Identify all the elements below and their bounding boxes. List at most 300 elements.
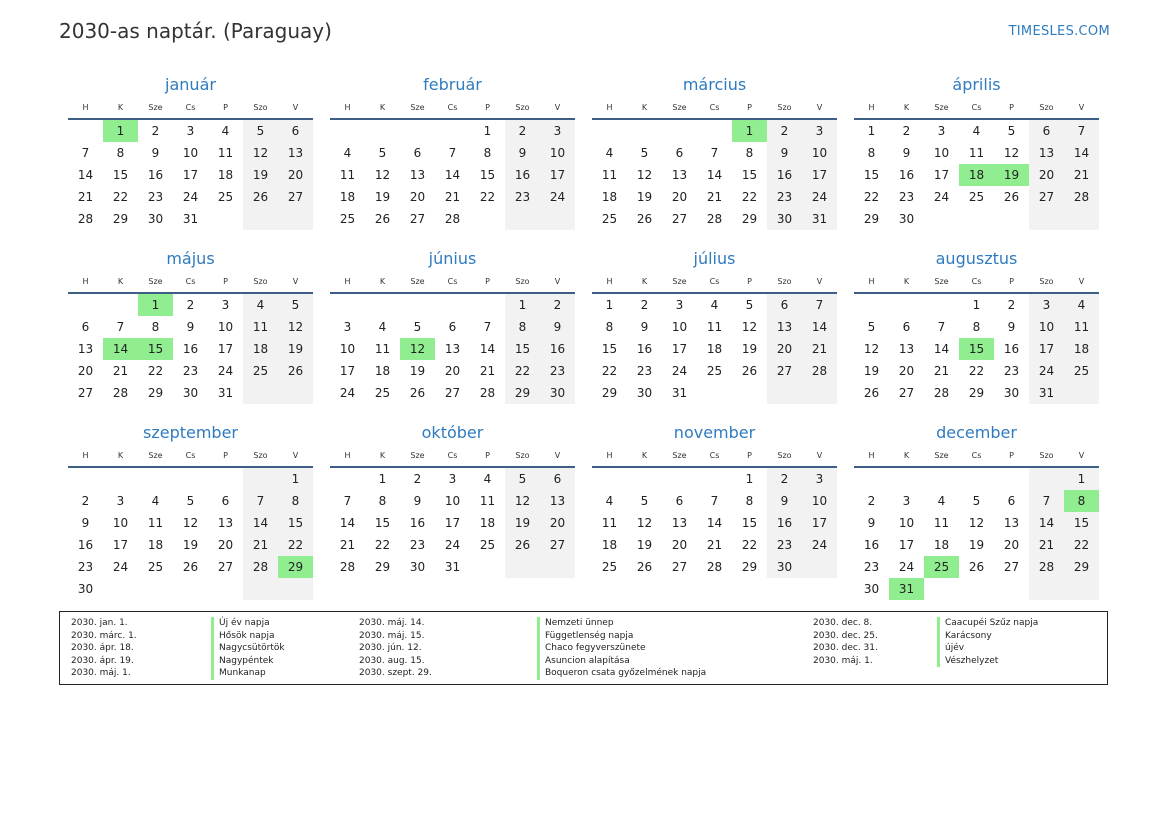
day-cell: 20 xyxy=(278,164,313,186)
day-cell: 19 xyxy=(636,538,653,552)
weekday-label: P xyxy=(747,103,752,112)
day-cell: 24 xyxy=(339,386,356,400)
empty-cell xyxy=(365,294,400,316)
weekday-label: K xyxy=(903,277,910,286)
day-cell: 28 xyxy=(479,386,496,400)
holiday-name: Új év napja xyxy=(211,617,285,630)
day-cell: 10 xyxy=(933,146,950,160)
day-cell: 11 xyxy=(339,168,356,182)
day-cell: 13 xyxy=(898,342,915,356)
weekday-label: K xyxy=(379,451,386,460)
holiday-date: 2030. ápr. 18. xyxy=(71,643,134,654)
day-cell: 29 xyxy=(374,560,391,574)
day-cell: 1 xyxy=(1064,468,1099,490)
day-cell: 5 xyxy=(640,494,649,508)
month-calendar xyxy=(68,246,313,415)
day-cell: 2 xyxy=(413,472,422,486)
day-cell: 14 xyxy=(706,516,723,530)
day-cell: 18 xyxy=(601,538,618,552)
day-cell: 27 xyxy=(409,212,426,226)
empty-cell xyxy=(103,294,138,316)
day-grid xyxy=(854,120,1099,230)
day-cell: 4 xyxy=(605,146,614,160)
day-cell: 31 xyxy=(802,208,837,230)
day-cell: 16 xyxy=(767,512,802,534)
month-name: november xyxy=(673,423,756,442)
day-cell: 3 xyxy=(802,468,837,490)
day-cell: 26 xyxy=(636,212,653,226)
day-cell: 7 xyxy=(243,490,278,512)
day-cell: 16 xyxy=(505,164,540,186)
day-cell: 26 xyxy=(374,212,391,226)
day-cell: 18 xyxy=(1064,338,1099,360)
day-cell: 11 xyxy=(217,146,234,160)
day-cell: 8 xyxy=(116,146,125,160)
day-cell: 24 xyxy=(444,538,461,552)
holiday-name: Függetlenség napja xyxy=(537,630,706,643)
day-cell: 12 xyxy=(636,516,653,530)
empty-cell xyxy=(138,578,173,600)
weekday-label: Cs xyxy=(185,103,196,112)
empty-cell xyxy=(505,208,540,230)
day-cell: 21 xyxy=(706,538,723,552)
month-calendar xyxy=(592,72,837,241)
day-cell: 7 xyxy=(343,494,352,508)
day-cell: 17 xyxy=(898,538,915,552)
weekday-label: Cs xyxy=(971,277,982,286)
month-name: július xyxy=(693,249,736,268)
weekday-label: Sze xyxy=(148,451,163,460)
empty-cell xyxy=(802,556,837,578)
empty-cell xyxy=(662,468,697,490)
day-cell: 25 xyxy=(243,360,278,382)
empty-cell xyxy=(435,294,470,316)
day-cell: 30 xyxy=(147,212,164,226)
holiday-name: Nagypéntek xyxy=(211,655,285,668)
day-cell: 21 xyxy=(339,538,356,552)
day-cell: 8 xyxy=(745,494,754,508)
holiday-date: 2030. dec. 8. xyxy=(813,618,873,628)
weekday-label: Sze xyxy=(410,103,425,112)
day-cell: 11 xyxy=(147,516,164,530)
weekday-label: Sze xyxy=(672,277,687,286)
day-cell: 3 xyxy=(448,472,457,486)
empty-cell xyxy=(994,578,1029,600)
day-cell: 6 xyxy=(413,146,422,160)
day-cell: 8 xyxy=(151,320,160,334)
day-cell: 28 xyxy=(339,560,356,574)
empty-cell xyxy=(959,468,994,490)
weekday-label: K xyxy=(641,451,648,460)
weekday-label: Cs xyxy=(447,277,458,286)
day-cell: 25 xyxy=(339,212,356,226)
empty-cell xyxy=(208,208,243,230)
day-grid xyxy=(854,294,1099,404)
day-cell: 22 xyxy=(112,190,129,204)
day-cell: 11 xyxy=(706,320,723,334)
day-cell: 27 xyxy=(217,560,234,574)
weekday-label: K xyxy=(903,451,910,460)
day-cell: 22 xyxy=(374,538,391,552)
weekday-label: Sze xyxy=(410,277,425,286)
empty-cell xyxy=(1064,578,1099,600)
day-cell: 26 xyxy=(505,534,540,556)
day-cell: 9 xyxy=(1007,320,1016,334)
day-cell: 27 xyxy=(898,386,915,400)
day-cell: 4 xyxy=(221,124,230,138)
day-cell: 3 xyxy=(902,494,911,508)
weekday-header xyxy=(854,446,1099,468)
day-cell: 6 xyxy=(1007,494,1016,508)
day-cell: 19 xyxy=(863,364,880,378)
weekday-label: P xyxy=(485,277,490,286)
month-calendar xyxy=(68,72,313,241)
day-cell: 3 xyxy=(675,298,684,312)
day-cell: 28 xyxy=(112,386,129,400)
day-cell: 27 xyxy=(1029,186,1064,208)
day-cell: 4 xyxy=(972,124,981,138)
empty-cell xyxy=(592,120,627,142)
holiday-date: 2030. máj. 1. xyxy=(71,668,131,679)
day-cell: 16 xyxy=(898,168,915,182)
day-cell: 17 xyxy=(802,164,837,186)
day-cell: 24 xyxy=(112,560,129,574)
day-cell: 29 xyxy=(741,212,758,226)
weekday-label: Szo xyxy=(253,103,268,112)
day-cell: 4 xyxy=(151,494,160,508)
day-cell: 11 xyxy=(601,516,618,530)
day-cell: 23 xyxy=(409,538,426,552)
holiday-date: 2030. máj. 14. xyxy=(359,618,425,628)
day-cell: 8 xyxy=(867,146,876,160)
day-cell: 9 xyxy=(767,142,802,164)
empty-cell xyxy=(103,468,138,490)
empty-cell xyxy=(470,208,505,230)
weekday-label: Sze xyxy=(672,103,687,112)
weekday-label: K xyxy=(641,277,648,286)
day-cell: 2 xyxy=(151,124,160,138)
day-cell: 28 xyxy=(802,360,837,382)
day-cell: 12 xyxy=(636,168,653,182)
empty-cell xyxy=(1029,208,1064,230)
day-cell: 20 xyxy=(898,364,915,378)
day-cell: 20 xyxy=(671,538,688,552)
day-cell: 26 xyxy=(278,360,313,382)
weekday-label: Szo xyxy=(777,451,792,460)
weekday-label: V xyxy=(554,277,561,286)
day-cell: 13 xyxy=(1029,142,1064,164)
empty-cell xyxy=(243,382,278,404)
day-cell: 10 xyxy=(339,342,356,356)
day-grid xyxy=(330,120,575,230)
day-cell: 4 xyxy=(243,294,278,316)
day-cell: 5 xyxy=(867,320,876,334)
weekday-label: K xyxy=(117,451,124,460)
month-calendar xyxy=(330,72,575,241)
holiday-date: 2030. dec. 31. xyxy=(813,643,878,654)
day-cell: 12 xyxy=(182,516,199,530)
weekday-label: H xyxy=(82,451,89,460)
empty-cell xyxy=(243,468,278,490)
empty-cell xyxy=(592,468,627,490)
day-cell: 13 xyxy=(767,316,802,338)
day-grid xyxy=(68,120,313,230)
day-cell: 7 xyxy=(710,494,719,508)
day-cell: 20 xyxy=(444,364,461,378)
day-cell: 22 xyxy=(147,364,164,378)
weekday-label: P xyxy=(223,277,228,286)
weekday-label: H xyxy=(82,103,89,112)
day-cell: 24 xyxy=(933,190,950,204)
weekday-label: Sze xyxy=(934,103,949,112)
month-name: április xyxy=(952,75,1001,94)
day-cell: 17 xyxy=(444,516,461,530)
day-cell: 20 xyxy=(1003,538,1020,552)
day-cell: 27 xyxy=(278,186,313,208)
day-cell: 6 xyxy=(221,494,230,508)
day-cell: 12 xyxy=(968,516,985,530)
day-cell: 25 xyxy=(1064,360,1099,382)
day-grid xyxy=(592,468,837,578)
empty-cell xyxy=(330,294,365,316)
day-cell: 8 xyxy=(278,490,313,512)
legend-name-column xyxy=(211,617,285,680)
empty-cell xyxy=(540,208,575,230)
day-cell: 20 xyxy=(1029,164,1064,186)
day-cell: 13 xyxy=(1003,516,1020,530)
day-cell: 15 xyxy=(1064,512,1099,534)
holiday-name: Nagycsütörtök xyxy=(211,642,285,655)
day-cell: 18 xyxy=(147,538,164,552)
legend-date-column xyxy=(359,617,432,680)
holiday-name: újév xyxy=(937,642,1038,655)
day-cell: 4 xyxy=(1064,294,1099,316)
day-cell: 19 xyxy=(409,364,426,378)
day-cell: 2 xyxy=(867,494,876,508)
empty-cell xyxy=(470,294,505,316)
month-name: szeptember xyxy=(142,423,238,442)
weekday-label: P xyxy=(485,451,490,460)
weekday-label: Szo xyxy=(777,277,792,286)
day-cell: 7 xyxy=(81,146,90,160)
weekday-label: V xyxy=(292,103,299,112)
month-calendar xyxy=(854,72,1099,241)
weekday-label: Szo xyxy=(253,277,268,286)
day-cell: 26 xyxy=(409,386,426,400)
day-grid xyxy=(592,120,837,230)
weekday-label: V xyxy=(554,451,561,460)
page-title: 2030-as naptár. (Paraguay) xyxy=(59,19,332,43)
day-cell: 15 xyxy=(505,338,540,360)
day-cell: 5 xyxy=(505,468,540,490)
day-cell: 23 xyxy=(540,360,575,382)
empty-cell xyxy=(697,120,732,142)
weekday-header xyxy=(854,272,1099,294)
holiday-name: Asuncion alapítása xyxy=(537,655,706,668)
day-cell: 14 xyxy=(802,316,837,338)
weekday-label: K xyxy=(641,103,648,112)
day-cell: 5 xyxy=(186,494,195,508)
empty-cell xyxy=(400,294,435,316)
day-cell: 17 xyxy=(339,364,356,378)
day-cell: 9 xyxy=(540,316,575,338)
weekday-label: Cs xyxy=(709,451,720,460)
day-cell: 20 xyxy=(671,190,688,204)
day-cell: 23 xyxy=(767,534,802,556)
day-cell: 20 xyxy=(217,538,234,552)
day-grid xyxy=(854,468,1099,600)
day-cell: 5 xyxy=(640,146,649,160)
weekday-header xyxy=(68,446,313,468)
day-cell: 7 xyxy=(448,146,457,160)
day-cell: 28 xyxy=(933,386,950,400)
day-cell: 10 xyxy=(898,516,915,530)
empty-cell xyxy=(1029,578,1064,600)
day-cell: 12 xyxy=(505,490,540,512)
weekday-label: H xyxy=(606,451,613,460)
day-cell: 30 xyxy=(863,582,880,596)
holiday-day-cell: 1 xyxy=(138,294,173,316)
weekday-label: Sze xyxy=(934,277,949,286)
day-cell: 1 xyxy=(378,472,387,486)
holiday-date: 2030. aug. 15. xyxy=(359,655,425,666)
day-cell: 29 xyxy=(601,386,618,400)
day-cell: 27 xyxy=(671,212,688,226)
day-cell: 10 xyxy=(444,494,461,508)
day-cell: 26 xyxy=(182,560,199,574)
day-cell: 22 xyxy=(741,538,758,552)
day-cell: 27 xyxy=(671,560,688,574)
day-cell: 17 xyxy=(217,342,234,356)
day-cell: 25 xyxy=(706,364,723,378)
day-cell: 19 xyxy=(278,338,313,360)
day-cell: 30 xyxy=(540,382,575,404)
day-cell: 3 xyxy=(186,124,195,138)
day-cell: 19 xyxy=(968,538,985,552)
weekday-label: Szo xyxy=(1039,103,1054,112)
day-cell: 13 xyxy=(671,516,688,530)
weekday-label: Cs xyxy=(447,451,458,460)
day-cell: 15 xyxy=(741,168,758,182)
holiday-name: Hősök napja xyxy=(211,630,285,643)
day-cell: 8 xyxy=(605,320,614,334)
empty-cell xyxy=(959,208,994,230)
day-cell: 7 xyxy=(937,320,946,334)
empty-cell xyxy=(243,578,278,600)
holiday-day-cell: 15 xyxy=(138,338,173,360)
holiday-legend xyxy=(59,611,1108,685)
day-cell: 6 xyxy=(540,468,575,490)
weekday-header xyxy=(330,272,575,294)
weekday-label: H xyxy=(82,277,89,286)
day-cell: 23 xyxy=(636,364,653,378)
month-name: október xyxy=(421,423,484,442)
weekday-header xyxy=(854,98,1099,120)
day-cell: 22 xyxy=(1064,534,1099,556)
day-cell: 23 xyxy=(898,190,915,204)
holiday-date: 2030. jún. 12. xyxy=(359,643,422,654)
day-cell: 14 xyxy=(77,168,94,182)
day-cell: 1 xyxy=(278,468,313,490)
weekday-label: V xyxy=(292,277,299,286)
weekday-header xyxy=(330,98,575,120)
month-name: május xyxy=(166,249,215,268)
day-cell: 21 xyxy=(1064,164,1099,186)
day-cell: 16 xyxy=(863,538,880,552)
day-cell: 13 xyxy=(409,168,426,182)
day-cell: 30 xyxy=(636,386,653,400)
day-cell: 16 xyxy=(77,538,94,552)
day-cell: 2 xyxy=(767,120,802,142)
weekday-label: K xyxy=(117,277,124,286)
day-cell: 19 xyxy=(243,164,278,186)
brand-link[interactable]: TIMESLES.COM xyxy=(1008,24,1110,39)
empty-cell xyxy=(470,556,505,578)
weekday-label: P xyxy=(223,451,228,460)
weekday-label: H xyxy=(868,277,875,286)
empty-cell xyxy=(767,382,802,404)
empty-cell xyxy=(854,468,889,490)
day-cell: 11 xyxy=(374,342,391,356)
day-cell: 24 xyxy=(802,534,837,556)
day-cell: 3 xyxy=(1029,294,1064,316)
day-cell: 9 xyxy=(505,142,540,164)
day-cell: 21 xyxy=(444,190,461,204)
weekday-label: Szo xyxy=(777,103,792,112)
day-cell: 29 xyxy=(1064,556,1099,578)
day-cell: 5 xyxy=(413,320,422,334)
weekday-label: Sze xyxy=(934,451,949,460)
day-cell: 28 xyxy=(77,212,94,226)
day-cell: 7 xyxy=(710,146,719,160)
day-cell: 28 xyxy=(706,560,723,574)
day-cell: 27 xyxy=(1003,560,1020,574)
day-cell: 22 xyxy=(741,190,758,204)
empty-cell xyxy=(540,556,575,578)
weekday-label: K xyxy=(117,103,124,112)
weekday-label: P xyxy=(1009,103,1014,112)
day-cell: 5 xyxy=(243,120,278,142)
day-cell: 20 xyxy=(409,190,426,204)
holiday-date: 2030. szept. 29. xyxy=(359,668,432,679)
holiday-name: Nemzeti ünnep xyxy=(537,617,706,630)
day-cell: 18 xyxy=(601,190,618,204)
holiday-day-cell: 29 xyxy=(278,556,313,578)
day-cell: 18 xyxy=(706,342,723,356)
weekday-header xyxy=(68,272,313,294)
legend-name-column xyxy=(937,617,1038,667)
weekday-label: K xyxy=(379,103,386,112)
day-cell: 19 xyxy=(741,342,758,356)
weekday-label: V xyxy=(816,277,823,286)
holiday-date: 2030. ápr. 19. xyxy=(71,655,134,666)
day-cell: 22 xyxy=(601,364,618,378)
day-cell: 12 xyxy=(278,316,313,338)
weekday-label: P xyxy=(747,277,752,286)
day-cell: 3 xyxy=(116,494,125,508)
holiday-name: Karácsony xyxy=(937,630,1038,643)
day-cell: 14 xyxy=(479,342,496,356)
day-cell: 4 xyxy=(343,146,352,160)
day-cell: 9 xyxy=(902,146,911,160)
day-cell: 16 xyxy=(147,168,164,182)
day-cell: 20 xyxy=(540,512,575,534)
day-cell: 26 xyxy=(1003,190,1020,204)
day-cell: 4 xyxy=(605,494,614,508)
day-cell: 10 xyxy=(112,516,129,530)
month-calendar xyxy=(68,420,313,596)
day-cell: 22 xyxy=(505,360,540,382)
